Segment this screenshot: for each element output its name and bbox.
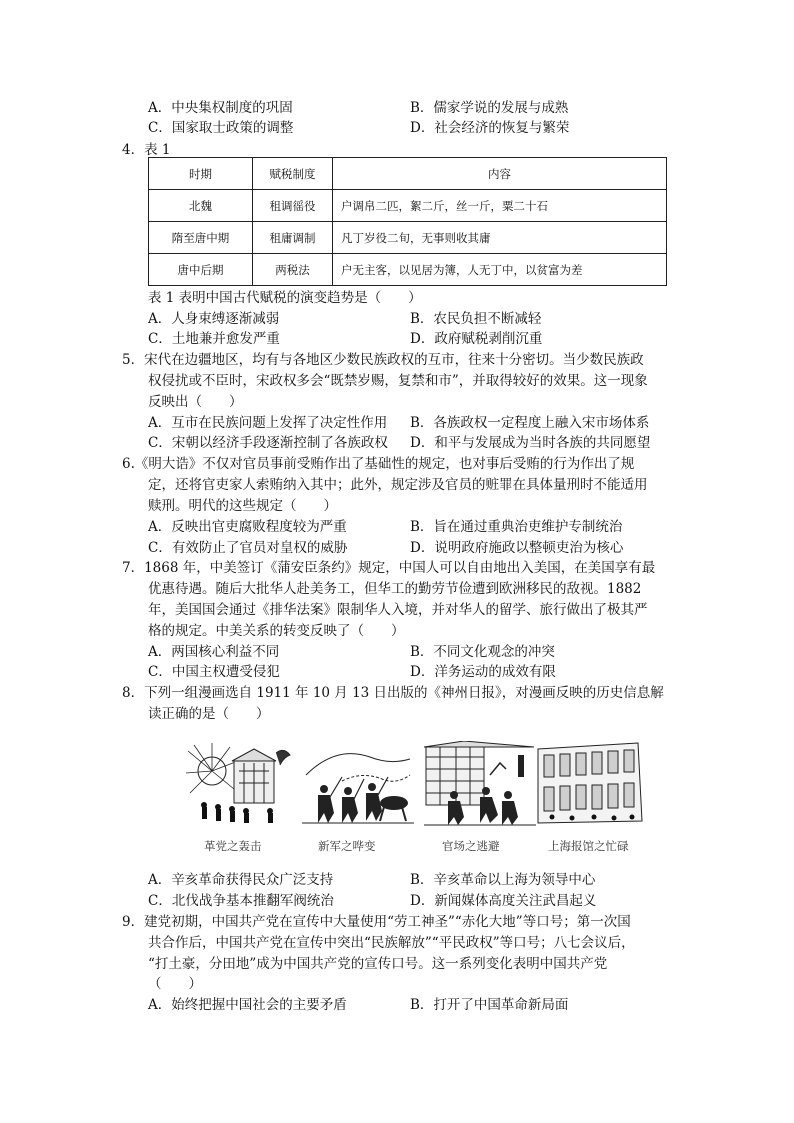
q9-stem-line: “打土豪，分田地”成为中国共产党的宣传口号。这一系列变化表明中国共产党 [148, 956, 608, 972]
table-header-cell: 赋税制度 [253, 158, 333, 190]
q9-stem-line: 9．建党初期，中国共产党在宣传中大量使用“劳工神圣”“赤化大地”等口号；第一次国 [122, 914, 631, 930]
q7-option-d: D．洋务运动的成效有限 [410, 664, 556, 680]
table-header-cell: 内容 [333, 158, 667, 190]
q6-option-d: D．说明政府施政以整顿吏治为核心 [410, 540, 624, 556]
q5-stem-line: 权侵扰或不臣时，宋政权多会“既禁岁赐，复禁和市”，并取得较好的效果。这一现象 [148, 373, 648, 389]
q3-option-c: C．国家取士政策的调整 [148, 120, 294, 136]
q5-stem-line: 反映出（ ） [148, 394, 243, 410]
cartoon-caption: 上海报馆之忙碌 [548, 839, 629, 853]
q7-option-b: B．不同文化观念的冲突 [410, 644, 555, 660]
q4-option-c: C．土地兼并愈发严重 [148, 331, 280, 347]
q4-stem: 表 1 表明中国古代赋税的演变趋势是（ ） [148, 290, 422, 306]
q5-option-b: B．各族政权一定程度上融入宋市场体系 [410, 415, 650, 431]
q8-option-b: B．辛亥革命以上海为领导中心 [410, 872, 596, 888]
q7-option-c: C．中国主权遭受侵犯 [148, 664, 280, 680]
table-cell: 北魏 [149, 190, 253, 222]
q5-stem-line: 5．宋代在边疆地区，均有与各地区少数民族政权的互市，往来十分密切。当少数民族政 [122, 352, 644, 368]
q3-option-d: D．社会经济的恢复与繁荣 [410, 120, 570, 136]
q6-option-a: A．反映出官吏腐败程度较为严重 [148, 519, 347, 535]
q3-option-b: B．儒家学说的发展与成熟 [410, 100, 569, 116]
tax-table [148, 157, 667, 286]
q9-option-b: B．打开了中国革命新局面 [410, 997, 569, 1013]
table-header-cell: 时期 [149, 158, 253, 190]
table-cell: 隋至唐中期 [149, 222, 253, 254]
q6-option-b: B．旨在通过重典治吏维护专制统治 [410, 519, 623, 535]
cartoon-caption: 革党之轰击 [204, 839, 262, 853]
q8-stem-line: 8．下列一组漫画选自 1911 年 10 月 13 日出版的《神州日报》，对漫画反映的历史信息解 [122, 685, 664, 701]
q7-stem-line: 优惠待遇。随后大批华人赴美务工，但华工的勤劳节俭遭到欧洲移民的敌视。1882 [148, 581, 642, 597]
q7-option-a: A．两国核心利益不同 [148, 644, 280, 660]
q4-option-a: A．人身束缚逐渐减弱 [148, 311, 280, 327]
table-header-row [149, 158, 667, 190]
table-cell: 凡丁岁役二旬，无事则收其庸 [333, 222, 667, 254]
cartoon-newspaper-office-illustration [534, 741, 646, 831]
table-cell: 唐中后期 [149, 254, 253, 286]
q4-option-b: B．农民负担不断减轻 [410, 311, 542, 327]
q8-option-a: A．辛亥革命获得民众广泛支持 [148, 872, 334, 888]
q4-option-d: D．政府赋税剥削沉重 [410, 331, 543, 347]
q8-option-d: D．新闻媒体高度关注武昌起义 [410, 893, 597, 909]
q3-option-a: A．中央集权制度的巩固 [148, 100, 293, 116]
cartoon-caption: 官场之逃避 [442, 839, 500, 853]
table-cell: 两税法 [253, 254, 333, 286]
q7-stem-line: 年，美国国会通过《排华法案》限制华人入境，并对华人的留学、旅行做出了极其严 [148, 602, 648, 618]
q5-option-a: A．互市在民族问题上发挥了决定性作用 [148, 415, 388, 431]
table-cell: 户无主客，以见居为簿，人无丁中，以贫富为差 [333, 254, 667, 286]
q7-stem-line: 7．1868 年，中美签订《蒲安臣条约》规定，中国人可以自由地出入美国，在美国享有最 [122, 560, 656, 576]
table-cell: 租调徭役 [253, 190, 333, 222]
cartoon-bombardment-illustration [184, 741, 296, 831]
q6-stem-line: 定，还将官吏家人索贿纳入其中；此外，规定涉及官员的赃罪在具体量刑时不能适用 [148, 477, 648, 493]
q6-option-c: C．有效防止了官员对皇权的威胁 [148, 540, 348, 556]
q9-stem-line: 共合作后，中国共产党在宣传中突出“民族解放”“平民政权”等口号；八七会议后， [148, 935, 635, 951]
cartoon-caption: 新军之哗变 [318, 839, 376, 853]
table-row [149, 190, 667, 222]
cartoon-officials-flee-illustration [424, 741, 536, 831]
q6-stem-line: 赎刑。明代的这些规定（ ） [148, 498, 337, 514]
q7-stem-line: 格的规定。中美关系的转变反映了（ ） [148, 623, 405, 639]
table-cell: 户调帛二匹，絮二斤，丝一斤，粟二十石 [333, 190, 667, 222]
q6-stem-line: 6.《明大诰》不仅对官员事前受贿作出了基础性的规定，也对事后受贿的行为作出了规 [122, 456, 635, 472]
q5-option-c: C．宋朝以经济手段逐渐控制了各族政权 [148, 435, 388, 451]
table-cell: 租庸调制 [253, 222, 333, 254]
q9-option-a: A．始终把握中国社会的主要矛盾 [148, 997, 347, 1013]
table-row [149, 222, 667, 254]
q5-option-d: D．和平与发展成为当时各族的共同愿望 [410, 435, 651, 451]
q4-number: 4．表 1 [122, 142, 171, 158]
cartoon-mutiny-illustration [302, 741, 414, 831]
table-row [149, 254, 667, 286]
q9-stem-line: （ ） [148, 976, 202, 992]
q8-option-c: C．北伐战争基本推翻军阀统治 [148, 893, 334, 909]
q8-stem-line: 读正确的是（ ） [148, 706, 270, 722]
